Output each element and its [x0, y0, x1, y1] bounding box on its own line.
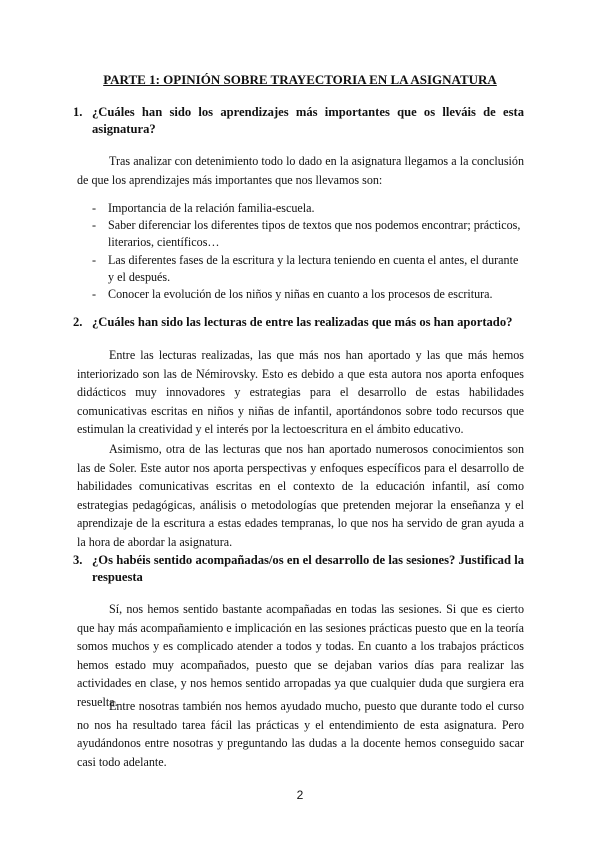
question-2-number: 2.	[73, 315, 83, 329]
section-1-intro: Tras analizar con detenimiento todo lo dado en la asignatura llegamos a la conclusión de que los aprendizajes más importantes que nos llevamos son:	[77, 154, 524, 187]
question-3	[73, 552, 524, 586]
bullet-dash: -	[92, 252, 97, 267]
list-item: - Las diferentes fases de la escritura y la lectura teniendo en cuenta el antes, el durante y el después.	[92, 252, 519, 284]
question-3-text: ¿Os habéis sentido acompañadas/os en el desarrollo de las sesiones? Justificad la respuesta	[92, 553, 524, 584]
learning-list	[92, 200, 524, 303]
bullet-dash: -	[92, 218, 97, 233]
page-title: PARTE 1: OPINIÓN SOBRE TRAYECTORIA EN LA ASIGNATURA	[103, 72, 497, 87]
section-3-paragraph-2: Entre nosotras también nos hemos ayudado mucho, puesto que durante todo el curso no nos ha resultado tarea fácil las prácticas y el entendimiento de esta asignatura. Pero ayudándonos entre nosotras y preguntando las dudas a la docente hemos conseguido sacar casi todo adelante.	[77, 699, 524, 769]
question-1-number: 1.	[73, 105, 83, 119]
page-number: 2	[296, 788, 304, 802]
question-1	[73, 104, 524, 138]
section-2-paragraph-1: Entre las lecturas realizadas, las que más nos han aportado y las que más hemos interiorizado son las de Némirovsky. Esto es debido a que esta autora nos aporta enfoques didácticos muy innovadores y estrategias para el desarrollo de estas habilidades comunicativas escritas en niños y niñas de infantil, aportándonos sobre todo recursos que estimulan la creatividad y el interés por la lectoescritura en el ámbito educativo.	[77, 348, 524, 436]
section-2-paragraph-2: Asimismo, otra de las lecturas que nos han aportado numerosos conocimientos son las de Soler. Este autor nos aporta perspectivas y enfoques específicos para el desarrollo de habilidades comunicativas escritas en el contexto de la educación infantil, así como estrategias pedagógicas, análisis o metodologías que pretenden mejorar la enseñanza y el aprendizaje de la escritura a estas edades tempranas, lo que nos ha servido de gran ayuda a la hora de abordar la asignatura.	[77, 442, 524, 549]
question-2	[73, 314, 524, 331]
bullet-dash: -	[92, 201, 97, 215]
list-item: - Saber diferenciar los diferentes tipos de textos que nos podemos encontrar; prácticos, literarios, científicos…	[92, 218, 521, 250]
question-3-number: 3.	[73, 553, 83, 567]
list-item: - Conocer la evolución de los niños y niñas en cuanto a los procesos de escritura.	[92, 286, 524, 303]
question-2-text: ¿Cuáles han sido las lecturas de entre las realizadas que más os han aportado?	[92, 315, 513, 329]
section-3-paragraph-1: Sí, nos hemos sentido bastante acompañadas en todas las sesiones. Si que es cierto que hay más acompañamiento e implicación en las sesiones prácticas puesto que en la teoría somos muchos y es complicado atender a todos y todas. En cuanto a los trabajos prácticos hemos estado muy acompañados, puesto que se dejaban varios días para realizar las actividades en clase, y nos hemos sentido arropadas ya que cualquier duda que surgiera era resuelta.	[77, 602, 524, 709]
list-item: - Importancia de la relación familia-escuela.	[92, 200, 524, 217]
bullet-dash: -	[92, 287, 97, 302]
question-1-text: ¿Cuáles han sido los aprendizajes más importantes que os lleváis de esta asignatura?	[92, 105, 524, 136]
